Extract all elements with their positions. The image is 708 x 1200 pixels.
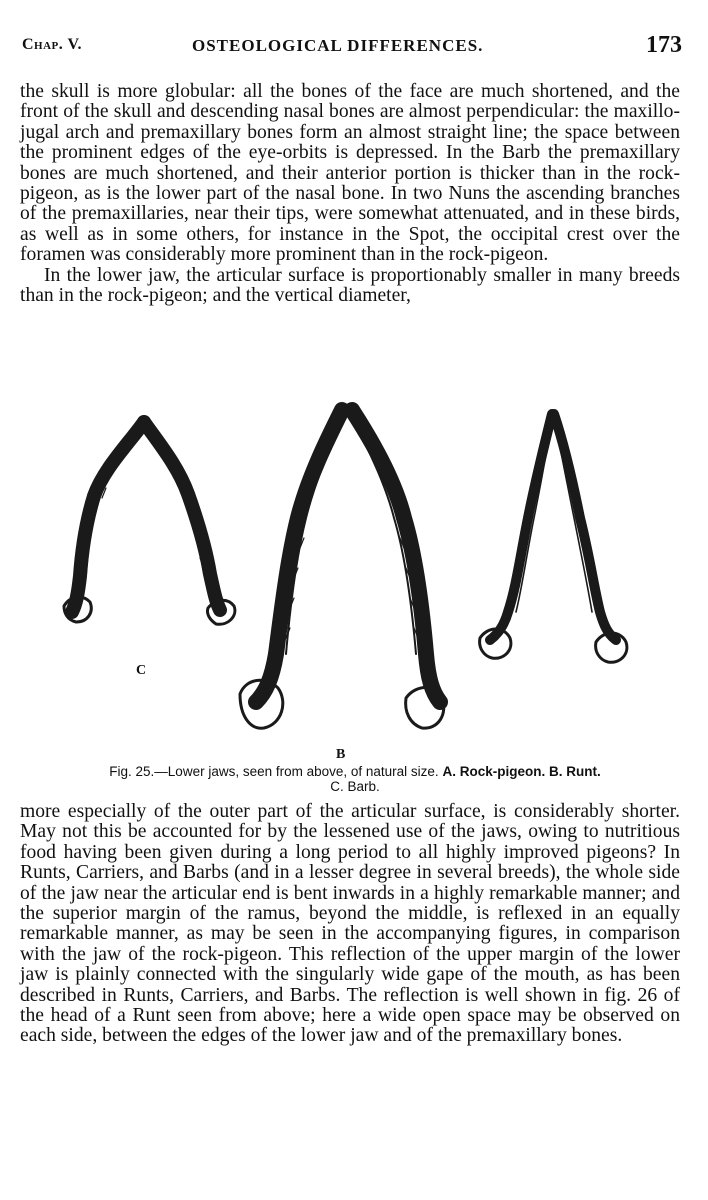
body-text-bottom [20,802,680,1047]
caption-main: Fig. 25.—Lower jaws, seen from above, of natural size. [109,764,439,779]
chapter-label: Chap. V. [22,36,82,53]
caption-part-ab: A. Rock-pigeon. B. Runt. [442,764,601,779]
jaw-b-drawing [240,408,444,728]
jaw-c-drawing [64,422,235,624]
paragraph: the skull is more globular: all the bones of the face are much shortened, and the front of the skull and descending nasal bones are almost perpendicular: the maxillo-jugal arch and premaxillary bones form an almost straight line; the space between the prominent edges of the eye-orbits is depressed. In the Barb the premaxillary bones are much shortened, and their anterior portion is thicker than in the rock-pigeon, as is the lower part of the nasal bone. In two Nuns the ascending branches of the premaxillaries, near their tips, were somewhat attenuated, and in these birds, as well as in some others, for instance in the Spot, the occipital crest over the foramen was considerably more prominent than in the rock-pigeon. [20,81,680,266]
jaw-a-drawing [480,412,627,662]
label-c: C [136,663,147,678]
caption-part-c: C. Barb. [330,779,380,794]
label-b: B [336,747,346,760]
jaw-illustrations [60,398,660,760]
figure-caption [40,764,670,794]
page-number: 173 [646,32,682,58]
body-text-top [20,82,680,306]
figure-lower-jaws [60,398,660,760]
running-header [22,32,682,66]
paragraph: more especially of the outer part of the articular surface, is considerably shorter. May not this be accounted for by the lessened use of the jaws, owing to nutritious food having been given during a long period to all highly improved pigeons? In Runts, Carriers, and Barbs (and in a lesser degree in several breeds), the whole side of the jaw near the articular end is bent inwards in a highly remarkable manner; and the superior margin of the ramus, beyond the middle, is reflexed in an equally remarkable manner, as may be seen in the accompanying figures, in comparison with the jaw of the rock-pigeon. This reflection of the upper margin of the lower jaw is plainly connected with the singularly wide gape of the mouth, as has been described in Runts, Carriers, and Barbs. The reflection is well shown in fig. 26 of the head of a Runt seen from above; here a wide open space may be observed on each side, between the edges of the lower jaw and of the premaxillary bones. [20,801,680,1047]
paragraph: In the lower jaw, the articular surface is proportionably smaller in many breeds than in the rock-pigeon; and the vertical diameter, [20,264,680,307]
running-title: OSTEOLOGICAL DIFFERENCES. [192,36,484,55]
